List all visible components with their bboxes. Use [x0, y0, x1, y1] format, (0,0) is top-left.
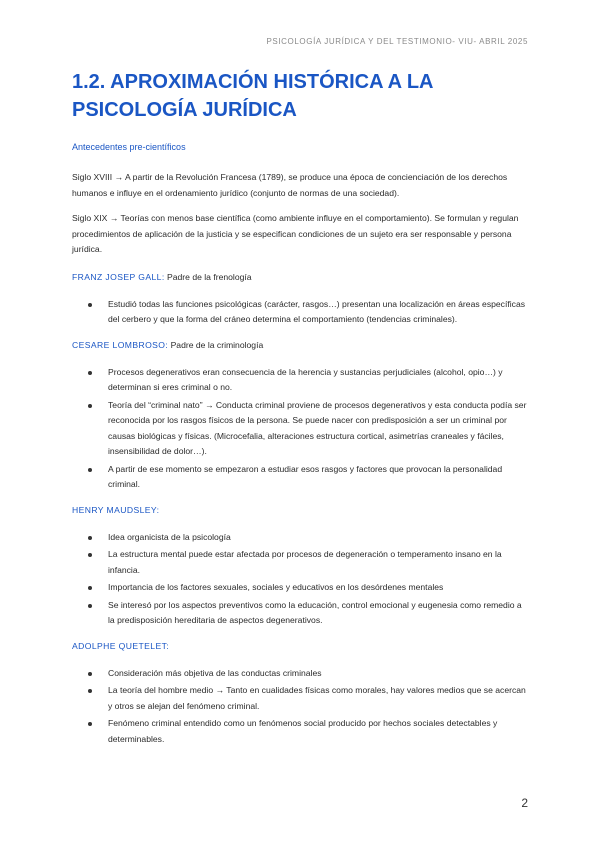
section-heading [72, 271, 528, 284]
list-item-text: Idea organicista de la psicología [108, 531, 231, 542]
page-title: 1.2. APROXIMACIÓN HISTÓRICA A LA PSICOLOGÍA JURÍDICA [72, 71, 433, 121]
subheading: Antecedentes pre-científicos [72, 142, 186, 152]
bullet-icon [88, 672, 92, 676]
section-author-name: CESARE LOMBROSO: [72, 339, 169, 350]
list-item-text: Importancia de los factores sexuales, sociales y educativos en los desórdenes mentales [108, 582, 444, 592]
section-author-name: ADOLPHE QUETELET: [72, 640, 170, 651]
running-header: PSICOLOGÍA JURÍDICA Y DEL TESTIMONIO- VIU- ABRIL 2025 [266, 37, 528, 46]
section-heading [72, 504, 528, 517]
bullet-icon [88, 689, 92, 693]
list-item [72, 666, 528, 682]
section-heading [72, 339, 528, 352]
page-number: 2 [521, 796, 528, 810]
document-body [72, 141, 528, 758]
list-item-text: Procesos degenerativos eran consecuencia de la herencia y sustancias perjudiciales (alcohol, opio…) y determinan si eres criminal o no. [108, 366, 503, 392]
bullet-icon [88, 553, 92, 557]
section-heading [72, 640, 528, 653]
bullet-list [72, 365, 528, 493]
bullet-icon [88, 468, 92, 472]
list-item-text: La estructura mental puede estar afectada por procesos de degeneración o temperamento insano en la infancia. [108, 549, 502, 575]
list-item-text: Teoría del “criminal nato” → Conducta criminal proviene de procesos degenerativos y esta conducta podía ser reconocida por los rasgos físicos de la persona. Se puede nacer con predisposición a ser un criminal por causas biológicas y físicas. (Microcefalia, alteraciones estructura cortical, asimetrías craneales y fáciles, insensibilidad de dolor…). [108, 399, 527, 456]
list-item [72, 598, 528, 629]
list-item-text: Consideración más objetiva de las conductas criminales [108, 667, 322, 678]
paragraph-19th-century: Siglo XIX → Teorías con menos base científica (como ambiente influye en el comportamiento). Se formulan y regulan procedimientos de aplicación de la justicia y se especifican condiciones de un sujeto era ser responsable y persona jurídica. [72, 213, 519, 254]
author-sections [72, 271, 528, 748]
bullet-list [72, 666, 528, 748]
list-item [72, 297, 528, 328]
section-author-name: HENRY MAUDSLEY: [72, 504, 160, 515]
bullet-icon [88, 303, 92, 307]
list-item-text: La teoría del hombre medio → Tanto en cualidades físicas como morales, hay valores medios que se acercan y otros se alejan del fenómeno criminal. [108, 685, 526, 711]
bullet-list [72, 530, 528, 629]
bullet-icon [88, 722, 92, 726]
list-item [72, 547, 528, 578]
list-item [72, 580, 528, 596]
bullet-icon [88, 371, 92, 375]
paragraph-18th-century: Siglo XVIII → A partir de la Revolución Francesa (1789), se produce una época de concienciación de los derechos humanos e influye en el ordenamiento jurídico (conjunto de normas de una sociedad). [72, 172, 508, 198]
bullet-list [72, 297, 528, 328]
list-item [72, 462, 528, 493]
list-item-text: A partir de ese momento se empezaron a estudiar esos rasgos y factores que provocan la personalidad criminal. [108, 463, 503, 489]
list-item-text: Se interesó por los aspectos preventivos como la educación, control emocional y eugenesia como remedio a la predisposición hereditaria de aspectos degenerativos. [108, 599, 522, 625]
bullet-icon [88, 536, 92, 540]
list-item-text: Estudió todas las funciones psicológicas (carácter, rasgos…) presentan una localización en áreas específicas del cerbero y que la forma del cráneo determina el comportamiento (tendencias criminales). [108, 298, 526, 324]
section-description: Padre de la criminología [168, 339, 264, 350]
list-item-text: Fenómeno criminal entendido como un fenómenos social producido por hechos sociales detectables y determinables. [108, 718, 498, 744]
section-description: Padre de la frenología [164, 271, 252, 282]
list-item [72, 716, 528, 747]
section-author-name: FRANZ JOSEP GALL: [72, 271, 165, 282]
bullet-icon [88, 586, 92, 590]
list-item [72, 398, 528, 460]
bullet-icon [88, 604, 92, 608]
list-item [72, 365, 528, 396]
list-item [72, 530, 528, 546]
bullet-icon [88, 404, 92, 408]
list-item [72, 683, 528, 714]
